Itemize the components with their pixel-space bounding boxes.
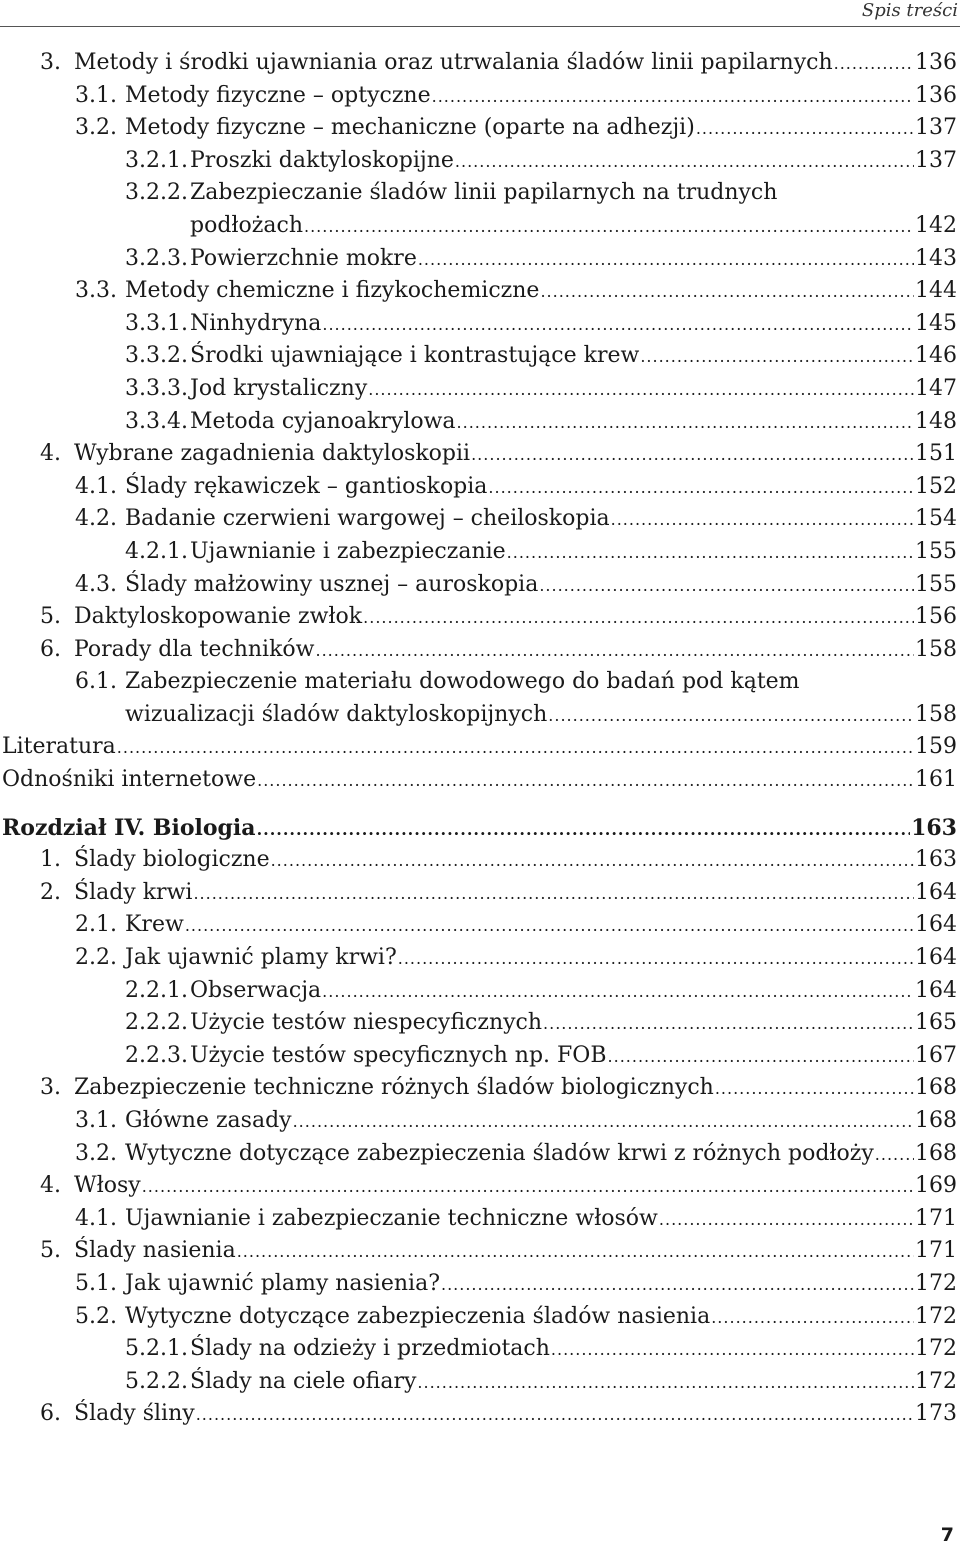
toc-entry-number: 5.2.1.	[125, 1336, 188, 1362]
toc-entry-number: 4.2.	[75, 506, 117, 532]
toc-entry-page: 172	[915, 1303, 957, 1329]
toc-entry-number: 3.	[40, 50, 61, 75]
toc-entry-title: Metody chemiczne i fizykochemiczne	[125, 278, 540, 304]
toc-entry-page: 147	[915, 375, 957, 401]
toc-entry-number: 2.1.	[75, 912, 117, 938]
toc-entry-page: 146	[915, 343, 957, 369]
toc-entry-page: 154	[915, 506, 957, 532]
dot-leader	[455, 146, 914, 179]
dot-leader	[142, 1171, 914, 1204]
toc-entry-page: 136	[915, 50, 957, 75]
toc-entry-title: Ujawnianie i zabezpieczanie	[190, 538, 506, 564]
toc-entry	[0, 1170, 957, 1203]
dot-leader	[432, 81, 914, 114]
toc-entry-page: 137	[915, 147, 957, 173]
toc-entry-page: 161	[915, 767, 957, 793]
toc-entry-title: Jod krystaliczny	[190, 375, 368, 401]
toc-entry-number: 2.2.3.	[125, 1042, 188, 1068]
toc-entry-number: 3.2.2.	[125, 180, 188, 206]
toc-entry	[0, 812, 957, 845]
toc-entry-title: Ślady na odzieży i przedmiotach	[190, 1336, 550, 1362]
toc-entry-title: Badanie czerwieni wargowej – cheiloskopia	[125, 506, 610, 532]
toc-entry-number: 5.2.	[75, 1303, 117, 1329]
dot-leader	[237, 1236, 914, 1269]
toc-entry-title: Główne zasady	[125, 1108, 292, 1133]
toc-entry-number: 4.	[40, 441, 61, 467]
dot-leader	[507, 537, 914, 570]
toc-entry-page: 172	[915, 1270, 957, 1296]
dot-leader	[271, 845, 914, 878]
dot-leader	[368, 374, 914, 407]
table-of-contents	[0, 47, 957, 1431]
dot-leader	[293, 1106, 914, 1139]
toc-entry	[0, 80, 957, 113]
dot-leader	[548, 700, 914, 733]
toc-entry-number: 5.2.2.	[125, 1368, 188, 1394]
dot-leader	[257, 765, 914, 798]
dot-leader	[457, 407, 914, 440]
toc-entry-page: 142	[915, 212, 957, 238]
toc-entry-title: Metoda cyjanoakrylowa	[190, 408, 456, 434]
toc-entry-title: Ślady biologiczne	[74, 847, 270, 873]
dot-leader	[611, 504, 914, 537]
toc-entry	[0, 975, 957, 1008]
toc-entry-page: 168	[915, 1108, 957, 1133]
toc-entry-number: 3.3.	[75, 278, 117, 304]
toc-entry	[0, 1007, 957, 1040]
toc-entry	[0, 634, 957, 667]
toc-entry-number: 3.2.3.	[125, 245, 188, 271]
toc-entry-page: 168	[915, 1075, 957, 1101]
toc-entry-title: Powierzchnie mokre	[190, 245, 417, 271]
toc-entry-number: 3.3.4.	[125, 408, 188, 434]
dot-leader	[185, 910, 914, 943]
toc-entry-title: Odnośniki internetowe	[2, 767, 257, 793]
toc-entry-number: 4.	[40, 1173, 61, 1199]
toc-entry-page: 169	[915, 1173, 957, 1199]
toc-entry-page: 144	[915, 278, 957, 304]
dot-leader	[417, 1367, 914, 1400]
dot-leader	[539, 570, 914, 603]
toc-entry	[0, 1138, 957, 1171]
toc-entry-title: Użycie testów niespecyficznych	[190, 1010, 543, 1036]
toc-entry-page: 165	[915, 1010, 957, 1036]
dot-leader	[711, 1302, 914, 1335]
toc-entry-title: Ślady na ciele ofiary	[190, 1368, 417, 1394]
toc-entry-page: 173	[915, 1401, 957, 1427]
toc-entry-title: Metody fizyczne – mechaniczne (oparte na adhezji)	[125, 115, 695, 141]
toc-entry-number: 2.2.2.	[125, 1010, 188, 1036]
toc-entry	[0, 942, 957, 975]
page-header	[0, 0, 960, 27]
toc-entry-number: 6.	[40, 1401, 61, 1427]
toc-entry-number: 5.	[40, 604, 61, 630]
toc-entry	[0, 1301, 957, 1334]
toc-entry-page: 137	[915, 115, 957, 141]
toc-entry	[0, 275, 957, 308]
toc-entry	[0, 1072, 957, 1105]
toc-entry-title: Ślady śliny	[74, 1401, 195, 1427]
toc-entry	[0, 340, 957, 373]
toc-entry	[0, 1040, 957, 1073]
dot-leader	[834, 48, 914, 81]
toc-entry	[0, 438, 957, 471]
toc-entry-page: 163	[915, 847, 957, 873]
toc-entry	[0, 112, 957, 145]
toc-entry-title: Wytyczne dotyczące zabezpieczenia śladów krwi z różnych podłoży	[125, 1140, 874, 1166]
dot-leader	[441, 1269, 914, 1302]
toc-entry	[0, 909, 957, 942]
toc-entry-title: Porady dla techników	[74, 636, 315, 662]
toc-entry	[0, 601, 957, 634]
toc-entry	[0, 503, 957, 536]
dot-leader	[659, 1204, 914, 1237]
toc-entry-number: 4.3.	[75, 571, 117, 597]
toc-entry-number: 5.1.	[75, 1270, 117, 1296]
toc-entry	[0, 1366, 957, 1399]
toc-entry-number: 3.	[40, 1075, 61, 1101]
dot-leader	[322, 976, 914, 1009]
toc-entry-number: 6.1.	[75, 669, 117, 695]
toc-entry	[0, 1105, 957, 1138]
toc-entry-title: Ninhydryna	[190, 310, 322, 336]
toc-entry-title-continued: wizualizacji śladów daktyloskopijnych	[125, 701, 548, 727]
toc-entry	[0, 145, 957, 178]
page-number: 7	[940, 1524, 954, 1546]
dot-leader	[540, 276, 914, 309]
toc-entry-page: 143	[915, 245, 957, 271]
toc-entry-title: Obserwacja	[190, 977, 322, 1003]
dot-leader	[193, 878, 914, 911]
dot-leader	[316, 635, 915, 668]
toc-entry	[0, 1333, 957, 1366]
dot-leader	[257, 814, 911, 847]
toc-entry	[0, 764, 957, 797]
toc-entry-title: Proszki daktyloskopijne	[190, 147, 454, 173]
toc-entry-title: Metody i środki ujawniania oraz utrwalania śladów linii papilarnych	[74, 50, 833, 75]
dot-leader	[418, 244, 914, 277]
toc-entry-page: 172	[915, 1368, 957, 1394]
toc-entry-title: Wytyczne dotyczące zabezpieczenia śladów nasienia	[125, 1303, 711, 1329]
toc-entry-title: Jak ujawnić plamy nasienia?	[125, 1270, 440, 1296]
toc-entry-page: 172	[915, 1336, 957, 1362]
toc-entry-page: 159	[915, 734, 957, 760]
toc-entry-number: 3.1.	[75, 82, 117, 108]
toc-entry-number: 4.1.	[75, 473, 117, 499]
toc-entry-number: 4.1.	[75, 1205, 117, 1231]
toc-entry-page: 171	[915, 1238, 957, 1264]
toc-entry-title: Ujawnianie i zabezpieczanie techniczne włosów	[125, 1205, 658, 1231]
toc-entry-page: 155	[915, 538, 957, 564]
toc-entry-title: Ślady rękawiczek – gantioskopia	[125, 473, 488, 499]
toc-entry	[0, 1203, 957, 1236]
dot-leader	[640, 341, 914, 374]
toc-entry-number: 2.2.1.	[125, 977, 188, 1003]
toc-entry-number: 5.	[40, 1238, 61, 1264]
toc-entry	[0, 373, 957, 406]
toc-entry-title: Ślady małżowiny usznej – auroskopia	[125, 571, 539, 597]
toc-entry-page: 164	[915, 879, 957, 905]
toc-entry-title: Daktyloskopowanie zwłok	[74, 604, 363, 630]
toc-entry-title: Jak ujawnić plamy krwi?	[125, 945, 397, 971]
toc-entry	[0, 731, 957, 764]
toc-entry-page: 167	[915, 1042, 957, 1068]
toc-entry	[0, 877, 957, 910]
toc-entry-title: Włosy	[74, 1173, 141, 1199]
toc-entry	[0, 308, 957, 341]
toc-entry-page: 156	[915, 604, 957, 630]
toc-entry-page: 164	[915, 945, 957, 971]
toc-entry-title: Środki ujawniające i kontrastujące krew	[190, 343, 640, 369]
toc-entry-number: 4.2.1.	[125, 538, 188, 564]
toc-entry-title: Użycie testów specyficznych np. FOB	[190, 1042, 607, 1068]
toc-entry-title-continued: podłożach	[190, 212, 303, 238]
dot-leader	[471, 439, 914, 472]
toc-entry	[0, 569, 957, 602]
toc-entry-number: 3.3.3.	[125, 375, 188, 401]
dot-leader	[117, 732, 914, 765]
dot-leader	[488, 472, 914, 505]
toc-entry	[0, 243, 957, 276]
dot-leader	[304, 211, 914, 244]
dot-leader	[715, 1073, 914, 1106]
toc-entry-title: Wybrane zagadnienia daktyloskopii	[74, 441, 471, 467]
dot-leader	[322, 309, 914, 342]
toc-entry	[0, 536, 957, 569]
toc-entry-number: 3.1.	[75, 1108, 117, 1133]
toc-entry-page: 158	[915, 636, 957, 662]
toc-entry	[0, 1235, 957, 1268]
toc-entry-page: 155	[915, 571, 957, 597]
toc-entry-title: Metody fizyczne – optyczne	[125, 82, 431, 108]
dot-leader	[543, 1008, 914, 1041]
toc-entry	[0, 471, 957, 504]
toc-entry	[0, 177, 957, 242]
toc-entry-title: Ślady nasienia	[74, 1238, 236, 1264]
toc-entry	[0, 1398, 957, 1431]
toc-entry-title: Zabezpieczenie techniczne różnych śladów biologicznych	[74, 1075, 714, 1101]
toc-entry-page: 151	[915, 441, 957, 467]
toc-entry-number: 3.2.	[75, 1140, 117, 1166]
toc-entry-page: 164	[915, 977, 957, 1003]
dot-leader	[196, 1399, 914, 1432]
toc-entry-number: 2.	[40, 879, 61, 905]
toc-entry-page: 163	[911, 814, 957, 841]
dot-leader	[398, 943, 914, 976]
toc-entry	[0, 666, 957, 731]
toc-entry-page: 136	[915, 82, 957, 108]
toc-entry-title: Rozdział IV. Biologia	[2, 814, 256, 841]
dot-leader	[875, 1139, 914, 1172]
toc-entry-page: 148	[915, 408, 957, 434]
toc-entry-number: 3.2.1.	[125, 147, 188, 173]
toc-entry	[0, 47, 957, 80]
toc-entry	[0, 1268, 957, 1301]
toc-entry-number: 6.	[40, 636, 61, 662]
running-header-title: Spis treści	[861, 0, 958, 21]
toc-entry	[0, 844, 957, 877]
toc-entry-page: 152	[915, 473, 957, 499]
toc-entry	[0, 406, 957, 439]
toc-entry-title: Zabezpieczanie śladów linii papilarnych na trudnych	[190, 180, 778, 206]
toc-entry-number: 2.2.	[75, 945, 117, 971]
dot-leader	[363, 602, 914, 635]
toc-entry-number: 3.2.	[75, 115, 117, 141]
toc-entry-page: 168	[915, 1140, 957, 1166]
toc-entry-page: 158	[915, 701, 957, 727]
toc-entry-number: 3.3.1.	[125, 310, 188, 336]
toc-entry-number: 1.	[40, 847, 61, 873]
toc-entry-number: 3.3.2.	[125, 343, 188, 369]
toc-entry-title: Literatura	[2, 734, 116, 760]
toc-entry-page: 164	[915, 912, 957, 938]
toc-entry-title: Zabezpieczenie materiału dowodowego do badań pod kątem	[125, 669, 800, 695]
dot-leader	[551, 1334, 914, 1367]
dot-leader	[608, 1041, 914, 1074]
toc-entry-page: 145	[915, 310, 957, 336]
toc-entry-page: 171	[915, 1205, 957, 1231]
toc-entry-title: Ślady krwi	[74, 879, 193, 905]
dot-leader	[696, 113, 914, 146]
toc-entry-title: Krew	[125, 912, 184, 938]
